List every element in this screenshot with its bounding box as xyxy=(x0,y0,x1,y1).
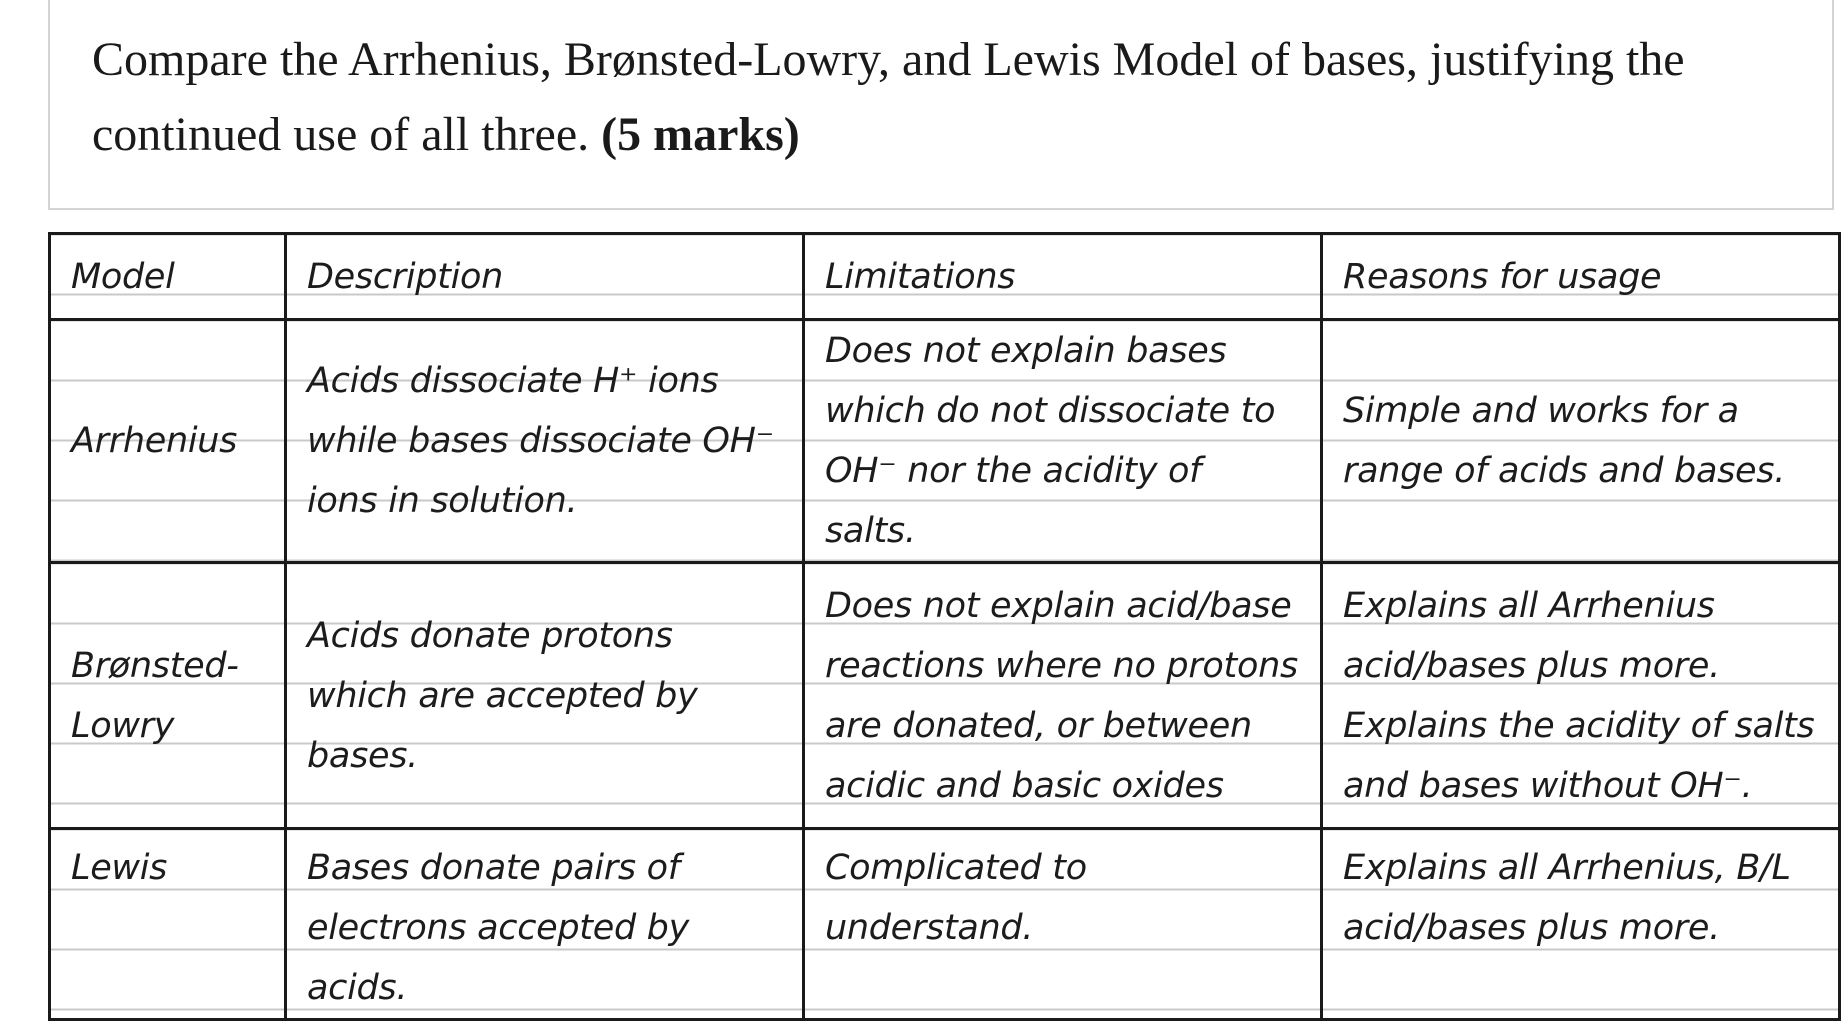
question-box xyxy=(48,0,1834,210)
question-marks: (5 marks) xyxy=(601,108,800,161)
header-reasons: Reasons for usage xyxy=(1322,234,1840,320)
cell-model-bronsted: Brønsted-Lowry xyxy=(50,563,286,829)
header-limitations: Limitations xyxy=(804,234,1322,320)
header-model: Model xyxy=(50,234,286,320)
table-header-row xyxy=(50,234,1840,320)
question-prompt: Compare the Arrhenius, Brønsted-Lowry, and Lewis Model of bases, justifying the continued use of all three. xyxy=(92,33,1685,161)
cell-limitations-arrhenius: Does not explain bases which do not dissociate to OH⁻ nor the acidity of salts. xyxy=(804,320,1322,563)
cell-model-lewis: Lewis xyxy=(50,829,286,1020)
cell-limitations-bronsted: Does not explain acid/base reactions where no protons are donated, or between acidic and basic oxides xyxy=(804,563,1322,829)
cell-description-lewis: Bases donate pairs of electrons accepted by acids. xyxy=(286,829,804,1020)
cell-model-arrhenius: Arrhenius xyxy=(50,320,286,563)
cell-description-bronsted: Acids donate protons which are accepted by bases. xyxy=(286,563,804,829)
cell-limitations-lewis: Complicated to understand. xyxy=(804,829,1322,1020)
table-row xyxy=(50,563,1840,829)
table-row xyxy=(50,320,1840,563)
cell-reasons-bronsted: Explains all Arrhenius acid/bases plus more. Explains the acidity of salts and bases without OH⁻. xyxy=(1322,563,1840,829)
cell-description-arrhenius: Acids dissociate H⁺ ions while bases dissociate OH⁻ ions in solution. xyxy=(286,320,804,563)
cell-reasons-lewis: Explains all Arrhenius, B/L acid/bases plus more. xyxy=(1322,829,1840,1020)
table-row xyxy=(50,829,1840,1020)
header-description: Description xyxy=(286,234,804,320)
question-text xyxy=(92,22,1812,172)
answer-table xyxy=(48,232,1841,1021)
cell-reasons-arrhenius: Simple and works for a range of acids and bases. xyxy=(1322,320,1840,563)
